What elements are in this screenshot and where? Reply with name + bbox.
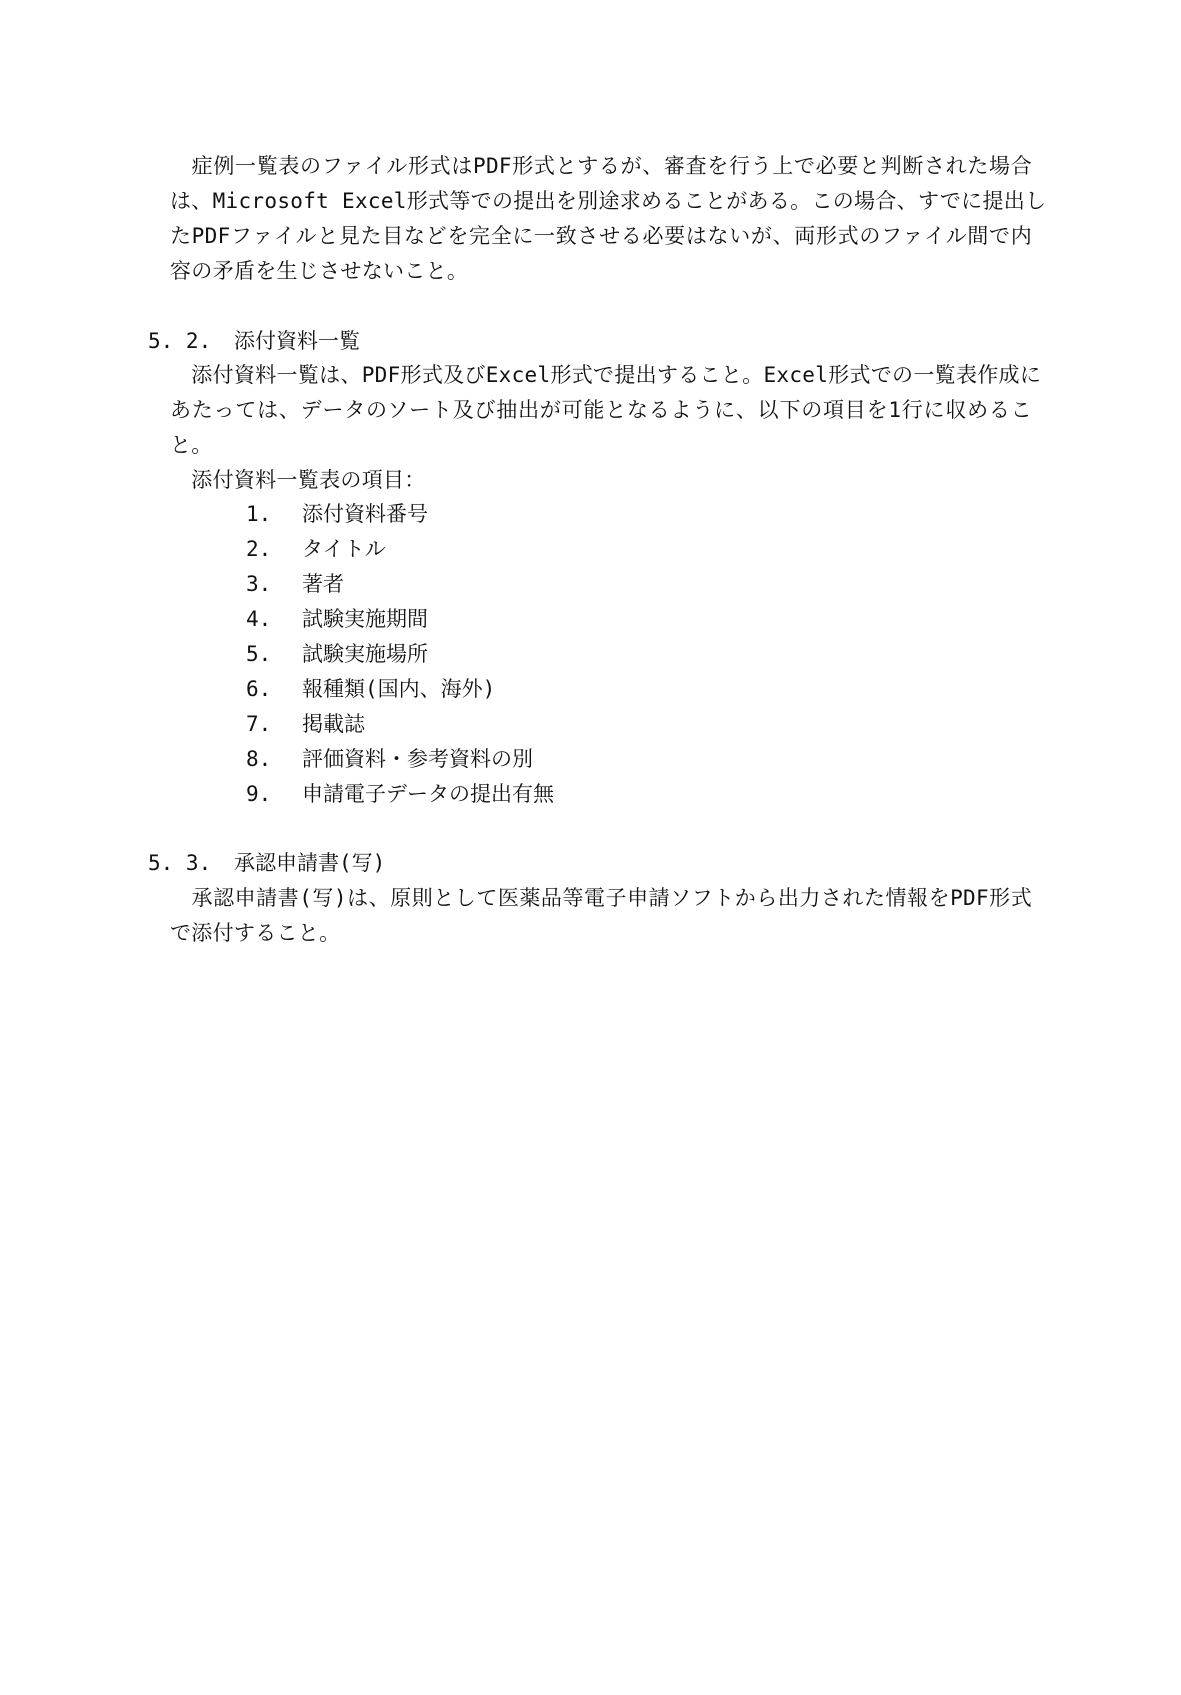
list-item-number: 7.	[246, 712, 272, 736]
list-item-number: 4.	[246, 607, 272, 631]
section-5-2-body-line-3: と。	[170, 433, 213, 457]
list-item-text: 評価資料・参考資料の別	[302, 747, 533, 771]
section-5-2-list-caption: 添付資料一覧表の項目：	[170, 468, 426, 492]
section-5-3-body-line-2: で添付すること。	[170, 921, 341, 945]
list-item-number: 3.	[246, 572, 272, 596]
list-item-text: 著者	[302, 572, 344, 596]
list-item-text: タイトル	[302, 537, 386, 561]
list-item-number: 8.	[246, 747, 272, 771]
intro-line-3: たPDFファイルと見た目などを完全に一致させる必要はないが、両形式のファイル間で内	[170, 224, 1032, 248]
section-5-2-number: 5. 2.	[148, 329, 212, 353]
section-5-2-body-line-1: 添付資料一覧は、PDF形式及びExcel形式で提出すること。Excel形式での一覧表作成に	[170, 363, 1042, 387]
list-item-number: 2.	[246, 537, 272, 561]
list-item-text: 報種類(国内、海外)	[302, 677, 496, 701]
list-item-number: 6.	[246, 677, 272, 701]
section-5-2-body-line-2: あたっては、データのソート及び抽出が可能となるように、以下の項目を1行に収めるこ	[170, 398, 1032, 422]
list-item-text: 試験実施期間	[302, 607, 428, 631]
list-item-text: 添付資料番号	[302, 502, 428, 526]
list-item-number: 9.	[246, 782, 272, 806]
section-5-2-title: 添付資料一覧	[234, 329, 360, 353]
list-item-number: 5.	[246, 642, 272, 666]
intro-line-4: 容の矛盾を生じさせないこと。	[170, 259, 469, 283]
intro-line-2: は、Microsoft Excel形式等での提出を別途求めることがある。この場合、すでに提出し	[170, 189, 1047, 213]
list-item-text: 掲載誌	[302, 712, 365, 736]
list-item-text: 申請電子データの提出有無	[302, 782, 554, 806]
intro-line-1: 症例一覧表のファイル形式はPDF形式とするが、審査を行う上で必要と判断された場合	[170, 154, 1032, 178]
section-5-3-title: 承認申請書(写)	[234, 851, 386, 875]
section-5-3-number: 5. 3.	[148, 851, 212, 875]
section-5-3-body-line-1: 承認申請書(写)は、原則として医薬品等電子申請ソフトから出力された情報をPDF形式	[170, 886, 1032, 910]
list-item-text: 試験実施場所	[302, 642, 428, 666]
list-item-number: 1.	[246, 502, 272, 526]
